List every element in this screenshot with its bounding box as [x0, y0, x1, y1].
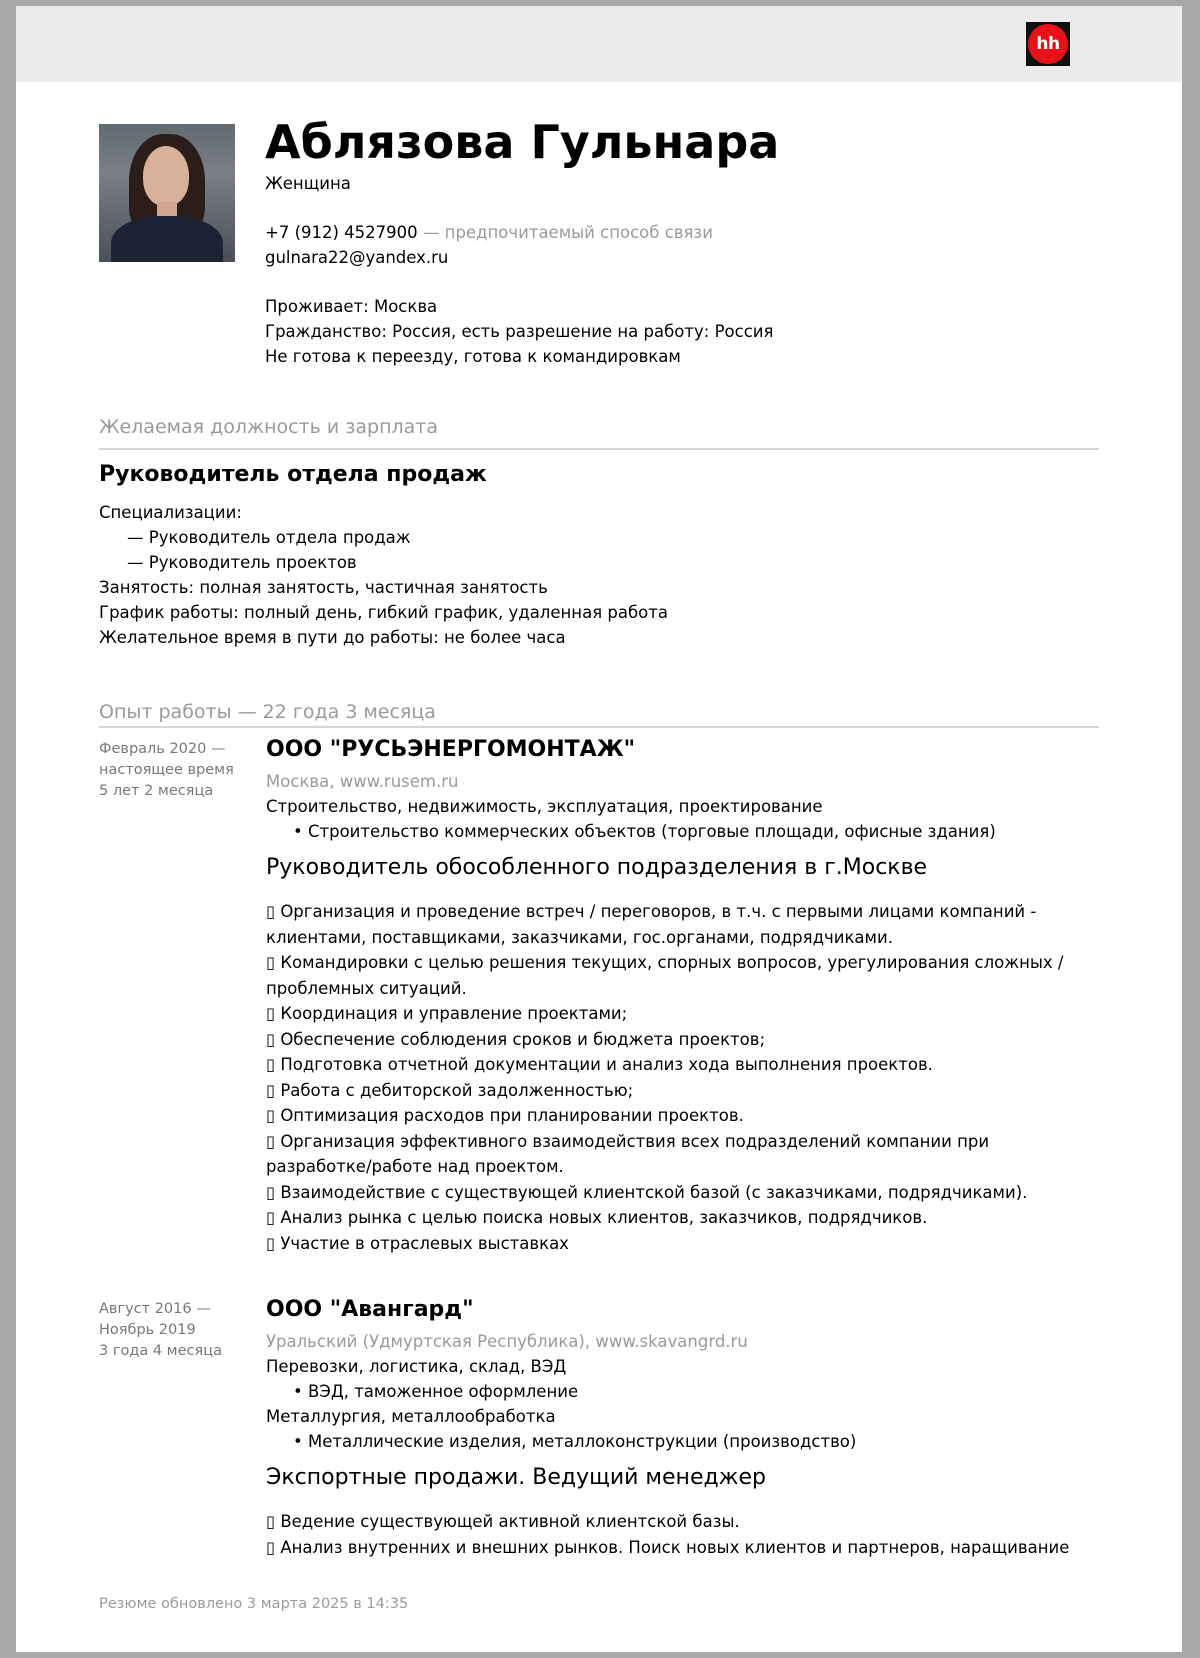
job-position: Экспортные продажи. Ведущий менеджер [266, 1465, 767, 1490]
duty-line: ▯ Анализ рынка с целью поиска новых клиентов, заказчиков, подрядчиков. [266, 1208, 928, 1227]
job-duration: 5 лет 2 месяца [99, 783, 214, 799]
duty-line: ▯ Командировки с целью решения текущих, спорных вопросов, урегулирования сложных / [266, 953, 1064, 972]
job-period-end: Ноябрь 2019 [99, 1322, 196, 1338]
relocation: Не готова к переезду, готова к командировкам [265, 347, 681, 366]
specialization-item: — Руководитель отдела продаж [127, 528, 411, 547]
duty-line: разработке/работе над проектом. [266, 1157, 564, 1176]
company-name: ООО "РУСЬЭНЕРГОМОНТАЖ" [266, 737, 636, 762]
profile-photo [99, 124, 235, 262]
company-name: ООО "Авангард" [266, 1297, 474, 1322]
duty-line: ▯ Обеспечение соблюдения сроков и бюджета проектов; [266, 1029, 766, 1049]
job-duties [266, 1509, 1069, 1560]
section-divider [99, 726, 1099, 728]
duty-line: ▯ Ведение существующей активной клиентской базы. [266, 1512, 740, 1531]
schedule: График работы: полный день, гибкий график, удаленная работа [99, 603, 668, 622]
duty-line: ▯ Работа с дебиторской задолженностью; [266, 1080, 634, 1100]
phone-line [265, 220, 713, 246]
resume-page [16, 6, 1182, 1652]
company-location[interactable]: Москва, www.rusem.ru [266, 772, 459, 791]
duty-line: клиентами, поставщиками, заказчиками, гос.органами, подрядчиками. [266, 927, 893, 947]
phone-note: — предпочитаемый способ связи [417, 223, 713, 242]
company-industry: Перевозки, логистика, склад, ВЭД [266, 1357, 567, 1376]
duty-line: ▯ Подготовка отчетной документации и анализ хода выполнения проектов. [266, 1055, 933, 1074]
duty-line: проблемных ситуаций. [266, 978, 467, 998]
company-industry: Металлургия, металлообработка [266, 1407, 556, 1426]
top-bar [16, 6, 1182, 82]
job-duration: 3 года 4 месяца [99, 1343, 222, 1359]
residence: Проживает: Москва [265, 297, 438, 316]
desired-position: Руководитель отдела продаж [99, 462, 487, 487]
job-period-start: Август 2016 — [99, 1301, 211, 1317]
section-title-desired: Желаемая должность и зарплата [99, 416, 439, 438]
duty-line: ▯ Оптимизация расходов при планировании проектов. [266, 1106, 744, 1125]
hh-logo[interactable] [1026, 22, 1070, 66]
company-industry: Строительство, недвижимость, эксплуатация, проектирование [266, 797, 823, 816]
commute: Желательное время в пути до работы: не более часа [99, 628, 566, 647]
hh-logo-icon: hh [1028, 24, 1068, 64]
duty-line: ▯ Организация эффективного взаимодействия всех подразделений компании при [266, 1131, 990, 1151]
duty-line: ▯ Организация и проведение встреч / переговоров, в т.ч. с первыми лицами компаний - [266, 902, 1037, 921]
gender: Женщина [265, 174, 351, 193]
duty-line: ▯ Координация и управление проектами; [266, 1004, 628, 1023]
job-period-start: Февраль 2020 — [99, 741, 226, 757]
job-position: Руководитель обособленного подразделения в г.Москве [266, 855, 928, 880]
citizenship: Гражданство: Россия, есть разрешение на работу: Россия [265, 322, 774, 341]
candidate-name: Аблязова Гульнара [265, 115, 780, 169]
resume-updated-footer: Резюме обновлено 3 марта 2025 в 14:35 [99, 1596, 409, 1612]
employment: Занятость: полная занятость, частичная занятость [99, 578, 548, 597]
company-industry-sub: • Строительство коммерческих объектов (торговые площади, офисные здания) [293, 822, 996, 841]
duty-line: ▯ Взаимодействие с существующей клиентской базой (с заказчиками, подрядчиками). [266, 1182, 1028, 1202]
phone-number[interactable]: +7 (912) 4527900 [265, 223, 418, 242]
specializations-label: Специализации: [99, 503, 242, 522]
job-period-end: настоящее время [99, 762, 234, 778]
specialization-item: — Руководитель проектов [127, 553, 357, 572]
section-title-experience: Опыт работы — 22 года 3 месяца [99, 701, 436, 723]
section-divider [99, 448, 1099, 450]
job-duties [266, 899, 1063, 1256]
email-link[interactable]: gulnara22@yandex.ru [265, 248, 449, 267]
duty-line: ▯ Анализ внутренних и внешних рынков. Поиск новых клиентов и партнеров, наращивание [266, 1537, 1070, 1557]
duty-line: ▯ Участие в отраслевых выставках [266, 1233, 569, 1253]
company-industry-sub: • ВЭД, таможенное оформление [293, 1382, 579, 1401]
company-industry-sub: • Металлические изделия, металлоконструкции (производство) [293, 1432, 857, 1451]
company-location[interactable]: Уральский (Удмуртская Республика), www.skavangrd.ru [266, 1332, 748, 1351]
